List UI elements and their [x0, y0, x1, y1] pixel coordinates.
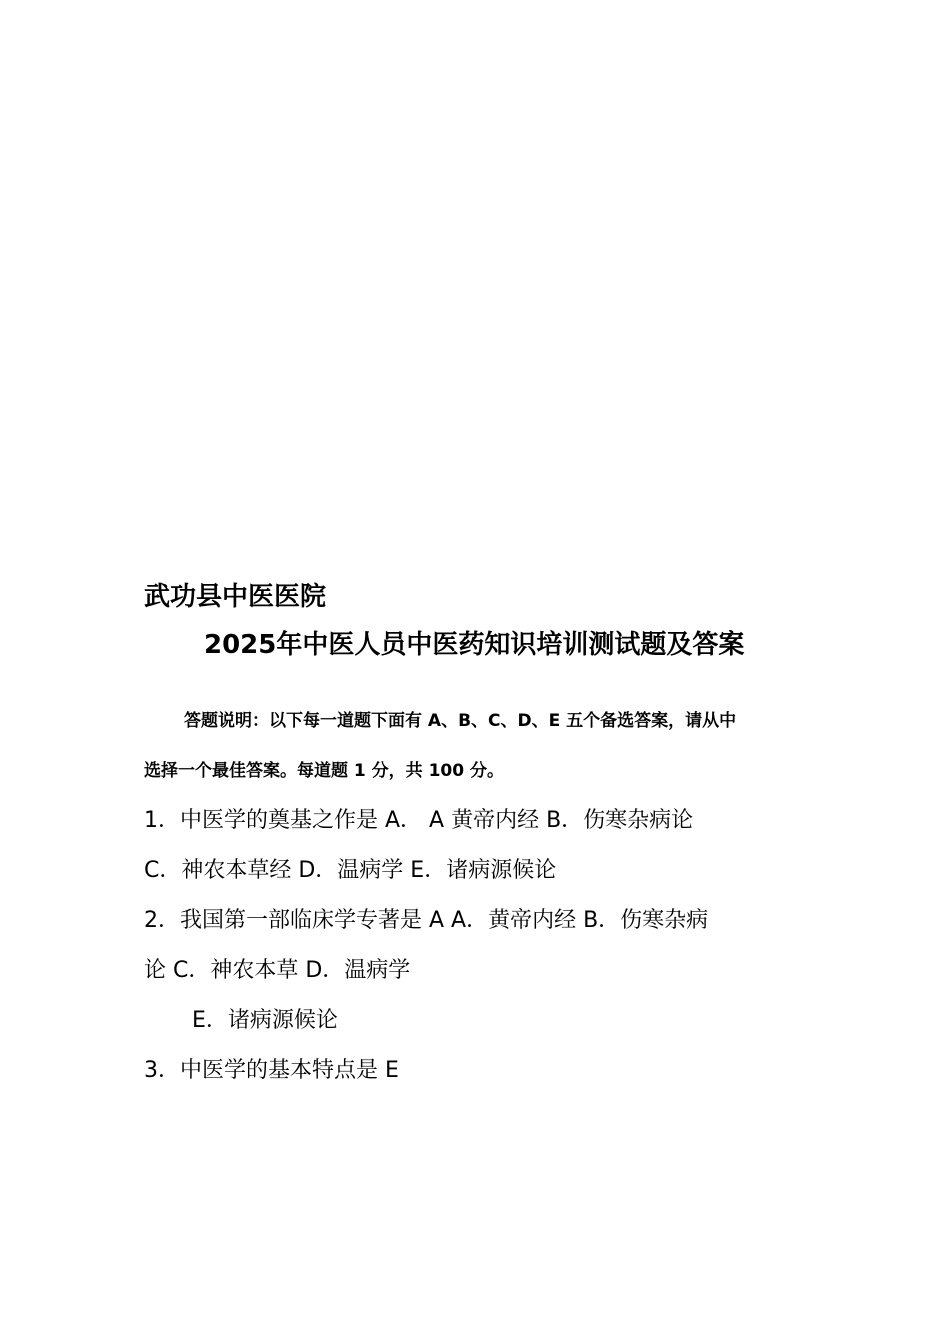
question-3-line-1: 3．中医学的基本特点是 E	[144, 1058, 399, 1083]
hospital-name: 武功县中医医院	[144, 582, 327, 612]
instructions-line-2: 选择一个最佳答案。每道题 1 分，共 100 分。	[144, 761, 504, 781]
question-1-line-1: 1．中医学的奠基之作是 A． A 黄帝内经 B．伤寒杂病论	[144, 808, 694, 833]
exam-title: 2025年中医人员中医药知识培训测试题及答案	[204, 630, 745, 660]
question-2-line-3: E．诸病源候论	[192, 1008, 338, 1033]
instructions-line-1: 答题说明：以下每一道题下面有 A、B、C、D、E 五个备选答案，请从中	[184, 711, 737, 731]
question-2-line-2: 论 C．神农本草 D．温病学	[144, 958, 411, 983]
question-1-line-2: C．神农本草经 D．温病学 E．诸病源候论	[144, 858, 557, 883]
question-2-line-1: 2．我国第一部临床学专著是 A A．黄帝内经 B．伤寒杂病	[144, 908, 709, 933]
